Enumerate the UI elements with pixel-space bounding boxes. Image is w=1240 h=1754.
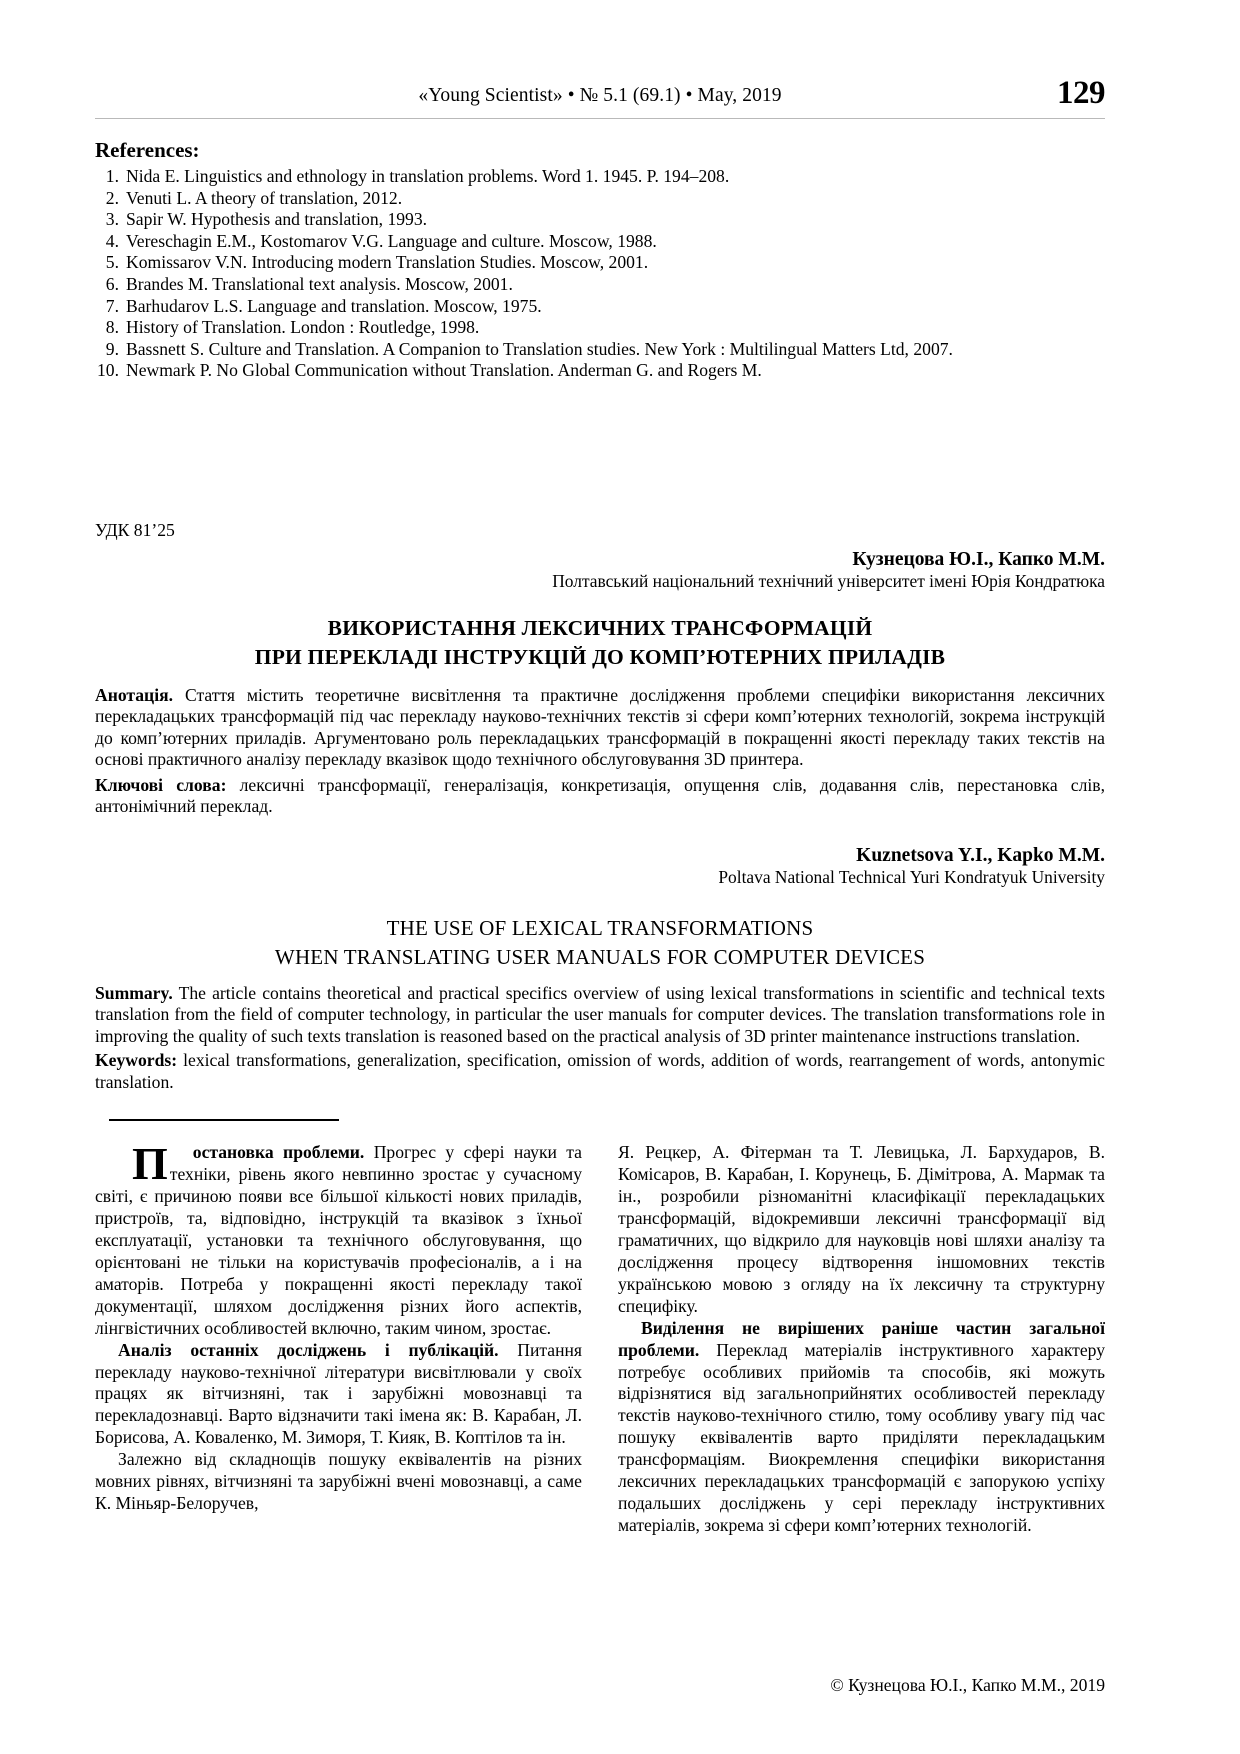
copyright-notice: © Кузнецова Ю.І., Капко М.М., 2019: [830, 1675, 1105, 1695]
reference-number: 2.: [105, 187, 119, 208]
reference-number: 7.: [105, 295, 119, 316]
keywords-english: [95, 1050, 1105, 1093]
reference-text: Sapir W. Hypothesis and translation, 1993.: [126, 209, 428, 230]
reference-item: [95, 274, 1105, 296]
reference-text: Komissarov V.N. Introducing modern Translation Studies. Moscow, 2001.: [126, 252, 649, 273]
reference-number: 5.: [105, 252, 119, 273]
reference-number: 10.: [97, 360, 119, 381]
journal-page: [95, 0, 1105, 1754]
reference-item: [95, 188, 1105, 210]
summary-english-label: Summary.: [95, 982, 173, 1003]
right-column: [618, 1142, 1105, 1536]
reference-item: [95, 231, 1105, 253]
reference-number: 6.: [105, 273, 119, 294]
reference-item: [95, 252, 1105, 274]
title-english-line-2: WHEN TRANSLATING USER MANUALS FOR COMPUTER DEVICES: [274, 944, 926, 969]
reference-item: [95, 296, 1105, 318]
paragraph-text-problem: Прогрес у сфері науки та техніки, рівень якого невпинно зростає у сучасному світі, є причиною появи все більшої кількості нових приладів, пристроїв, та, відповідно, інструкцій та вказівок з їхньої експлуатації, установки та технічного обслуговування, що орієнтовані не тільки на користувачів професіоналів, а і на аматорів. Потреба у покращенні якості перекладу такої документації, шляхом дослідження різних його аспектів, лінгвістичних особливостей включно, таким чином, зростає.: [95, 1142, 582, 1338]
affiliation-ukrainian: Полтавський національний технічний університет імені Юрія Кондратюка: [552, 570, 1105, 591]
reference-text: Newmark P. No Global Communication without Translation. Anderman G. and Rogers M.: [126, 360, 762, 381]
paragraph-text-classifications: Я. Рецкер, А. Фітерман та Т. Левицька, Л. Бархударов, В. Комісаров, В. Карабан, І. Корунець, Б. Дімітрова, А. Мармак та ін., розробили різноманітні класифікації перекладацьких трансформацій, відокремивши лексичні трансформації від граматичних, що відкрило для науковців нові шляхи аналізу та дослідження процесу відтворення іншомовних текстів українською мовою з огляду на їх лексичну та структурну специфіку.: [618, 1142, 1105, 1316]
reference-text: Barhudarov L.S. Language and translation. Moscow, 1975.: [126, 295, 542, 316]
header-divider: [95, 118, 1105, 119]
reference-item: [95, 317, 1105, 339]
reference-item: [95, 339, 1105, 361]
reference-text: Vereschagin E.M., Kostomarov V.G. Language and culture. Moscow, 1988.: [126, 230, 657, 251]
summary-english: [95, 983, 1105, 1048]
running-head: [95, 75, 1105, 133]
paragraph-text-equivalents: Залежно від складнощів пошуку еквівалентів на різних мовних рівнях, вітчизняні та зарубіжні вчені мовознавці, а саме К. Міньяр-Белоручев,: [95, 1449, 582, 1513]
keywords-ukrainian: [95, 775, 1105, 818]
paragraph-classifications: [618, 1142, 1105, 1317]
section-spacer: [95, 382, 1105, 520]
paragraph-heading-problem: остановка проблеми.: [192, 1142, 365, 1163]
reference-number: 9.: [105, 338, 119, 359]
reference-number: 8.: [105, 317, 119, 338]
reference-item: [95, 360, 1105, 382]
affiliation-english: Poltava National Technical Yuri Kondratyuk University: [718, 866, 1105, 887]
reference-number: 4.: [105, 230, 119, 251]
keywords-english-text: lexical transformations, generalization, specification, omission of words, addition of words, rearrangement of words, antonymic translation.: [95, 1050, 1105, 1092]
reference-item: [95, 166, 1105, 188]
left-column: [95, 1138, 583, 1536]
references-list: [95, 166, 1105, 382]
reference-text: Nida E. Linguistics and ethnology in translation problems. Word 1. 1945. P. 194–208.: [126, 166, 730, 186]
keywords-ukrainian-label: Ключові слова:: [95, 774, 227, 795]
summary-english-text: The article contains theoretical and practical specifics overview of using lexical transformations in scientific and technical texts translation from the field of computer technology, in particular the user manuals for computer devices. The translation transformations role in improving the quality of such texts translation is reasoned based on the practical analysis of 3D printer maintenance instructions translation.: [95, 982, 1105, 1046]
article-title-english: [95, 914, 1105, 972]
paragraph-heading-analysis: Аналіз останніх досліджень і публікацій.: [118, 1339, 499, 1360]
journal-issue-line: «Young Scientist» • № 5.1 (69.1) • May, 2019: [418, 85, 782, 106]
paragraph-unresolved-parts: [618, 1318, 1105, 1537]
paragraph-text-analysis: Питання перекладу науково-технічної літератури висвітлювали у своїх працях як вітчизняні, так і зарубіжні мовознавці та перекладознавці. Варто відзначити такі імена як: В. Карабан, Л. Борисова, А. Коваленко, М. Зиморя, Т. Кияк, В. Коптілов та ін.: [95, 1339, 583, 1448]
abstract-ukrainian: [95, 685, 1105, 771]
page-number: 129: [1057, 75, 1105, 111]
keywords-english-label: Keywords:: [95, 1050, 178, 1071]
title-english-line-1: THE USE OF LEXICAL TRANSFORMATIONS: [386, 915, 814, 940]
references-heading: References:: [95, 138, 200, 162]
paragraph-equivalents: [95, 1449, 582, 1515]
paragraph-recent-research: [95, 1340, 582, 1450]
paragraph-text-unresolved: Переклад матеріалів інструктивного характеру потребує особливих прийомів та способів, які можуть відрізнятися від загальноприйнятих особливостей перекладу текстів науково-технічного стилю, тому особливу увагу під час пошуку еквівалентів варто приділяти перекладацьким трансформаціям. Виокремлення специфіки використання лексичних перекладацьких трансформацій є запорукою успіху подальших досліджень у сері перекладу інструктивних матеріалів, зокрема зі сфери комп’ютерних технологій.: [618, 1339, 1105, 1535]
reference-text: Bassnett S. Culture and Translation. A Companion to Translation studies. New York : Multilingual Matters Ltd, 2007.: [126, 338, 953, 359]
reference-text: History of Translation. London : Routledge, 1998.: [126, 317, 480, 338]
footnote-rule: [109, 1119, 339, 1121]
paragraph-heading-unresolved: Виділення не вирішених раніше частин загальної проблеми.: [618, 1317, 1105, 1360]
authors-ukrainian: Кузнецова Ю.І., Капко М.М.: [852, 548, 1105, 570]
body-columns: [95, 1138, 1105, 1536]
reference-text: Brandes M. Translational text analysis. Moscow, 2001.: [126, 273, 513, 294]
title-ukrainian-line-2: ПРИ ПЕРЕКЛАДІ ІНСТРУКЦІЙ ДО КОМП’ЮТЕРНИХ ПРИЛАДІВ: [254, 644, 946, 669]
abstract-ukrainian-text: Стаття містить теоретичне висвітлення та практичне дослідження проблеми специфіки використання лексичних перекладацьких трансформацій під час перекладу науково-технічних текстів зі сфери комп’ютерних технологій, зокрема інструкцій до комп’ютерних приладів. Аргументовано роль перекладацьких трансформацій в покращенні якості перекладу таких текстів на основі практичного аналізу перекладу вказівок щодо технічного обслуговування 3D принтера.: [95, 684, 1105, 770]
paragraph-problem-statement: [95, 1138, 582, 1339]
reference-item: [95, 209, 1105, 231]
article-title-ukrainian: [95, 614, 1105, 672]
reference-text: Venuti L. A theory of translation, 2012.: [126, 187, 403, 208]
reference-number: 1.: [105, 166, 119, 186]
udk-code: УДК 81’25: [95, 519, 175, 540]
abstract-ukrainian-label: Анотація.: [95, 684, 174, 705]
title-ukrainian-line-1: ВИКОРИСТАННЯ ЛЕКСИЧНИХ ТРАНСФОРМАЦІЙ: [327, 615, 873, 640]
keywords-ukrainian-text: лексичні трансформації, генералізація, конкретизація, опущення слів, додавання слів, перестановка слів, антонімічний переклад.: [95, 774, 1105, 817]
authors-english: Kuznetsova Y.I., Kapko M.M.: [856, 844, 1105, 866]
reference-number: 3.: [105, 209, 119, 230]
drop-cap: П: [132, 1138, 168, 1190]
